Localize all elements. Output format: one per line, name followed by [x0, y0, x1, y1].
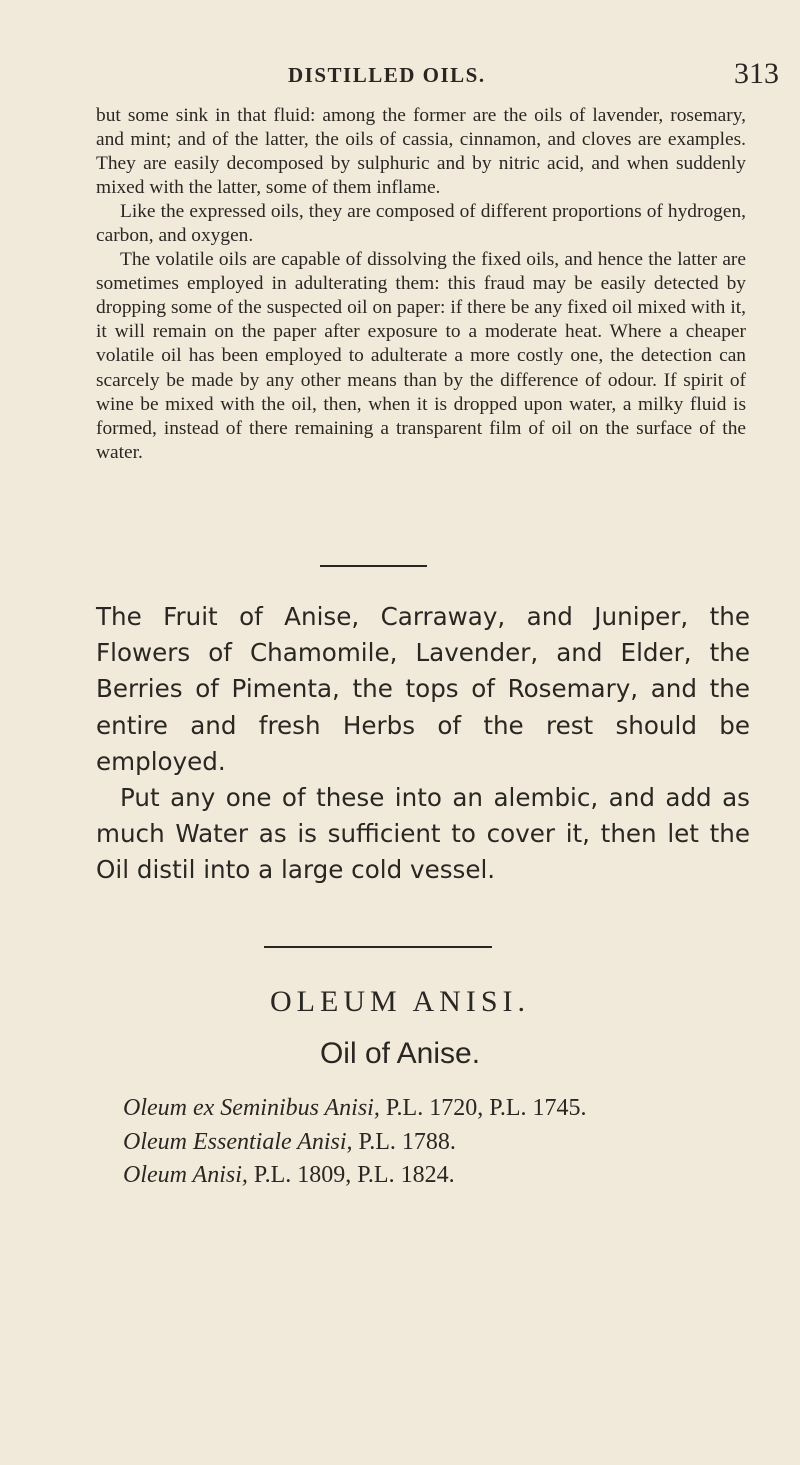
recipe-paragraph: The Fruit of Anise, Carraway, and Juniper, the Flowers of Chamomile, Lavender, and Elder, the Berries of Pimenta, the tops of Rosemary, and the entire and fresh Herbs of the rest should be employed. [96, 602, 750, 776]
synonym-refs: P.L. 1720, P.L. 1745. [379, 1095, 587, 1121]
synonym-entry [123, 1159, 763, 1193]
synonym-entry [123, 1126, 763, 1160]
synonym-refs: P.L. 1809, P.L. 1824. [247, 1162, 455, 1188]
running-head: DISTILLED OILS. [288, 63, 486, 87]
section-divider [264, 946, 492, 948]
synonym-list [123, 1092, 763, 1193]
synonym-name: Oleum Anisi, [123, 1162, 248, 1188]
section-title-english: Oil of Anise. [319, 1037, 481, 1070]
recipe-text [96, 599, 750, 889]
recipe-paragraph: Put any one of these into an alembic, and add as much Water as is sufficient to cover it, then let the Oil distil into a large cold vessel. [96, 783, 750, 885]
page-number: 313 [734, 57, 779, 90]
body-text [96, 104, 746, 465]
synonym-name: Oleum Essentiale Anisi, [123, 1128, 353, 1155]
paragraph: but some sink in that fluid: among the former are the oils of lavender, rosemary, and mint; and of the latter, the oils of cassia, cinnamon, and cloves are examples. They are easily decomposed by sulphuric and by nitric acid, and when suddenly mixed with the latter, some of them inflame. [96, 105, 746, 199]
synonym-entry [123, 1092, 763, 1126]
paragraph: Like the expressed oils, they are composed of different proportions of hydrogen, carbon, and oxygen. [96, 201, 746, 247]
section-divider [320, 565, 427, 567]
section-title-latin: OLEUM ANISI. [270, 985, 530, 1018]
synonym-name: Oleum ex Seminibus Anisi, [123, 1095, 380, 1121]
paragraph: The volatile oils are capable of dissolving the fixed oils, and hence the latter are sometimes employed in adulterating them: this fraud may be easily detected by dropping some of the suspected oil on paper: if there be any fixed oil mixed with it, it will remain on the paper after exposure to a moderate heat. Where a cheaper volatile oil has been employed to adulterate a more costly one, the detection can scarcely be made by any other means than by the difference of odour. If spirit of wine be mixed with the oil, then, when it is dropped upon water, a milky fluid is formed, instead of there remaining a transparent film of oil on the surface of the water. [96, 249, 746, 463]
page-header [0, 57, 800, 97]
synonym-refs: P.L. 1788. [352, 1128, 456, 1155]
